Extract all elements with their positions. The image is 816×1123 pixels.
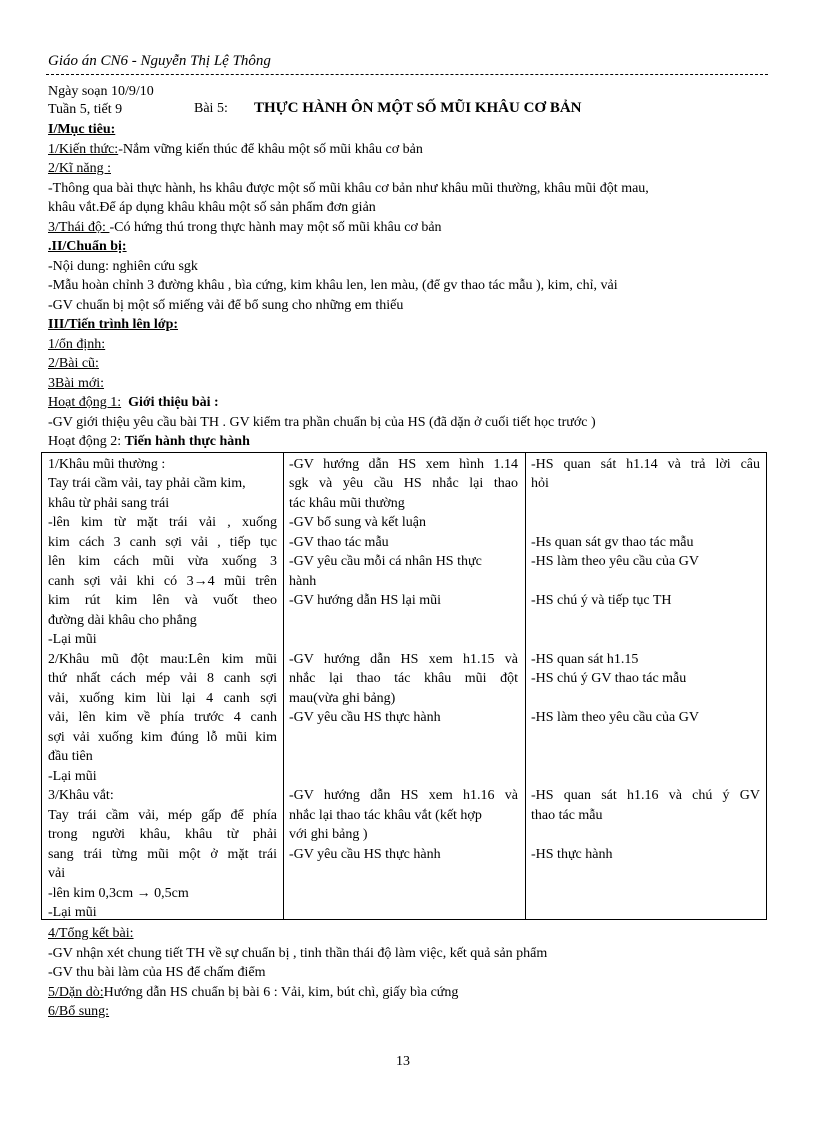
preparation-line-1: -Nội dung: nghiên cứu sgk — [48, 259, 198, 274]
table-cell-line: -GV hướng dẫn HS xem h1.16 và — [289, 788, 518, 803]
objective-skill-line-1: -Thông qua bài thực hành, hs khâu được một số mũi khâu cơ bản như khâu mũi thường, khâu mũi đột mau, — [48, 181, 649, 196]
objective-skill-line-2: khâu vắt.Để áp dụng khâu khâu một số sản phẩm đơn giản — [48, 200, 376, 215]
table-cell-line: -lên kim từ mặt trái vải , xuống — [48, 515, 277, 530]
student-column — [526, 453, 767, 920]
table-cell-line: -GV thao tác mẫu — [289, 535, 389, 550]
table-cell-line: với ghi bảng ) — [289, 827, 368, 842]
table-cell-line: -HS chú ý và tiếp tục TH — [531, 593, 672, 608]
table-cell-line: -GV bổ sung và kết luận — [289, 515, 426, 530]
table-cell-line: Tay trái cầm vải, mép gấp để phía — [48, 808, 277, 823]
table-cell-line: kim rút kim lên và vuốt theo — [48, 593, 277, 608]
table-cell-line: -GV yêu cầu HS thực hành — [289, 710, 441, 725]
lesson-number: Bài 5: — [194, 101, 228, 116]
content-column — [42, 453, 284, 920]
table-cell-line: sgk và yêu cầu HS nhắc lại thao — [289, 476, 518, 491]
prep-date: Ngày soạn 10/9/10 — [48, 84, 154, 99]
table-cell-line: Tay trái cầm vải, tay phải cầm kim, — [48, 476, 246, 491]
table-cell-line: -GV hướng dẫn HS xem h1.15 và — [289, 652, 518, 667]
table-cell-line: -Lại mũi — [48, 632, 97, 647]
table-cell-line: trong người khâu, khâu từ phải — [48, 827, 277, 842]
homework: 5/Dặn dò:Hướng dẫn HS chuẩn bị bài 6 : Vải, kim, bút chì, giấy bìa cứng — [48, 985, 459, 1000]
table-cell-line: tác khâu mũi thường — [289, 496, 405, 511]
objective-knowledge: 1/Kiến thức:-Nắm vững kiến thúc để khâu một số mũi khâu cơ bản — [48, 142, 423, 157]
table-cell-line: mau(vừa ghi bảng) — [289, 691, 396, 706]
table-cell-line: thao tác mẫu — [531, 808, 603, 823]
table-cell-line: sang trái từng mũi một ở mặt trái — [48, 847, 277, 862]
table-cell-line: -Lại mũi — [48, 769, 97, 784]
objective-skill-label: 2/Kĩ năng : — [48, 161, 111, 176]
table-cell-line: -HS làm theo yêu cầu của GV — [531, 710, 699, 725]
summary-line-2: -GV thu bài làm của HS để chấm điểm — [48, 965, 266, 980]
table-cell-line: nhắc lại thao tác khâu vắt (kết hợp — [289, 808, 482, 823]
table-cell-line: vải, lên kim về phía trước 4 canh — [48, 710, 277, 725]
table-cell-line: vải, xuống kim lùi lại 4 canh sợi — [48, 691, 277, 706]
header-divider — [46, 74, 768, 75]
week-period: Tuần 5, tiết 9 — [48, 102, 123, 117]
preparation-line-2: -Mẫu hoàn chỉnh 3 đường khâu , bìa cứng, kim khâu len, len màu, (để gv thao tác mẫu ), kim, chỉ, vải — [48, 278, 618, 293]
table-cell-line: -GV yêu cầu HS thực hành — [289, 847, 441, 862]
activity-1-text: -GV giới thiệu yêu cầu bài TH . GV kiểm tra phần chuẩn bị của HS (đã dặn ở cuối tiết học trước ) — [48, 415, 596, 430]
preparation-heading: .II/Chuẩn bị: — [48, 239, 127, 254]
objectives-heading: I/Mục tiêu: — [48, 122, 116, 137]
objective-attitude: 3/Thái độ: -Có hứng thú trong thực hành may một số mũi khâu cơ bản — [48, 220, 442, 235]
table-cell-line: vải — [48, 866, 66, 881]
summary-heading: 4/Tổng kết bài: — [48, 926, 134, 941]
step-old-lesson: 2/Bài cũ: — [48, 356, 99, 371]
table-cell-line: lên kim cách mũi vừa xuống 3 — [48, 554, 277, 569]
table-cell-line: 1/Khâu mũi thường : — [48, 457, 166, 472]
table-cell-line: hành — [289, 574, 317, 589]
step-new-lesson: 3Bài mới: — [48, 376, 105, 391]
table-cell-line: -GV hướng dẫn HS xem hình 1.14 — [289, 457, 518, 472]
activity-2-heading: Hoạt động 2: Tiến hành thực hành — [48, 434, 250, 449]
table-cell-line: -HS làm theo yêu cầu của GV — [531, 554, 699, 569]
table-cell-line: -HS chú ý GV thao tác mẫu — [531, 671, 687, 686]
teacher-column — [284, 453, 526, 920]
table-cell-line: -HS quan sát h1.15 — [531, 652, 639, 667]
table-cell-line: -HS quan sát h1.16 và chú ý GV — [531, 788, 760, 803]
table-cell-line: -Hs quan sát gv thao tác mẫu — [531, 535, 694, 550]
activity-1-heading: Hoạt động 1: Giới thiệu bài : — [48, 395, 219, 410]
document-header: Giáo án CN6 - Nguyễn Thị Lệ Thông — [48, 53, 271, 69]
table-cell-line: hỏi — [531, 476, 549, 491]
table-cell-line: đường dài khâu cho phẳng — [48, 613, 197, 628]
table-cell-line: -GV hướng dẫn HS lại mũi — [289, 593, 442, 608]
table-cell-line: -lên kim 0,3cm → 0,5cm — [48, 886, 189, 901]
page-number: 13 — [396, 1054, 410, 1069]
lesson-title: THỰC HÀNH ÔN MỘT SỐ MŨI KHÂU CƠ BẢN — [254, 100, 582, 116]
table-cell-line: 3/Khâu vắt: — [48, 788, 114, 803]
table-cell-line: 2/Khâu mũ đột mau:Lên kim mũi — [48, 652, 277, 667]
table-cell-line: canh sợi vải khi có 3→4 mũi trên — [48, 574, 277, 589]
table-cell-line: -HS thực hành — [531, 847, 613, 862]
summary-line-1: -GV nhận xét chung tiết TH về sự chuẩn bị , tinh thần thái độ làm việc, kết quả sản phẩm — [48, 946, 548, 961]
process-heading: III/Tiến trình lên lớp: — [48, 317, 179, 332]
table-cell-line: thứ nhất cách mép vải 8 canh sợi — [48, 671, 277, 686]
table-cell-line: -GV yêu cầu mỗi cá nhân HS thực — [289, 554, 482, 569]
step-stabilize: 1/ổn định: — [48, 337, 106, 352]
table-cell-line: -HS quan sát h1.14 và trả lời câu — [531, 457, 760, 472]
table-cell-line: kim cách 3 canh sợi vải , tiếp tục — [48, 535, 277, 550]
preparation-line-3: -GV chuẩn bị một số miếng vải để bổ sung cho những em thiếu — [48, 298, 404, 313]
activity-table — [41, 452, 767, 920]
supplement: 6/Bổ sung: — [48, 1004, 110, 1019]
table-cell-line: -Lại mũi — [48, 905, 97, 920]
table-cell-line: nhắc lại thao tác khâu mũi đột — [289, 671, 518, 686]
table-cell-line: đầu tiên — [48, 749, 93, 764]
table-cell-line: khâu từ phải sang trái — [48, 496, 170, 511]
table-cell-line: sợi vải xuống kim đúng lỗ mũi kim — [48, 730, 277, 745]
